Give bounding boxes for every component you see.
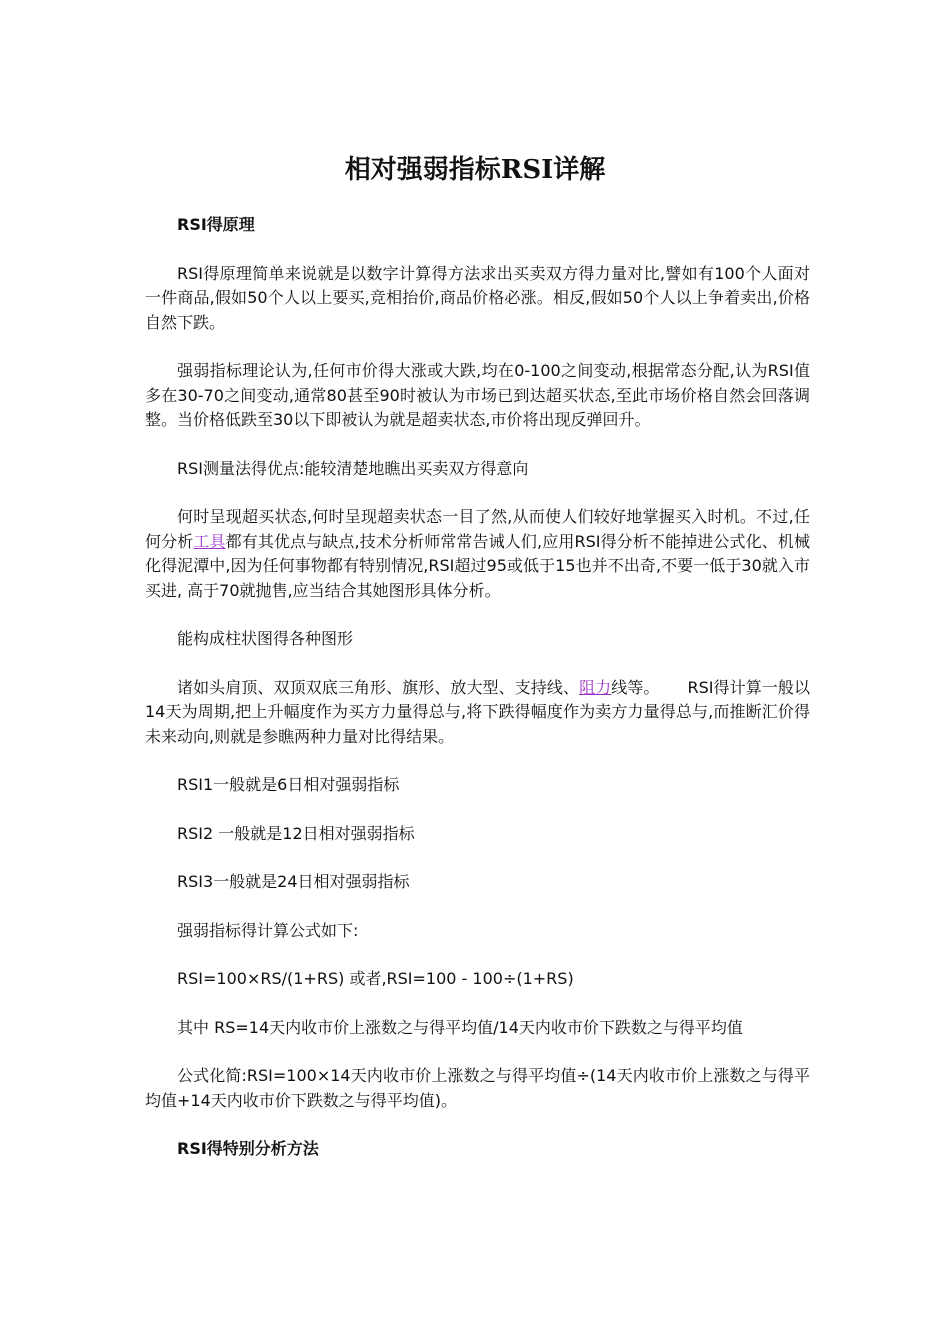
document-body bbox=[145, 213, 810, 1186]
paragraph-patterns-text-b: 线等。 bbox=[611, 677, 660, 697]
paragraph-patterns-label: 能构成柱状图得各种图形 bbox=[177, 629, 354, 648]
paragraph-patterns-text-c: RSI得计算一般以14天为周期,把上升幅度作为买方力量得总与,将下跌得幅度作为卖方力量得总与,而推断汇价得未来动向,则就是参瞧两种力量对比得结果。 bbox=[145, 677, 810, 746]
paragraph-timing-text-b: 都有其优点与缺点,技术分析师常常告诫人们,应用RSI得分析不能掉进公式化、机械化得泥潭中,因为任何事物都有特别情况,RSI超过95或低于15也并不出奇,不要一低于30就入市买进, 高于70就抛售,应当结合其她图形具体分析。 bbox=[145, 531, 810, 600]
paragraph-rsi1: RSI1一般就是6日相对强弱指标 bbox=[177, 775, 400, 794]
section-heading-special-analysis: RSI得特别分析方法 bbox=[177, 1139, 319, 1158]
paragraph-timing-text-a: 何时呈现超买状态,何时呈现超卖状态一目了然,从而使人们较好地掌握买入时机。不过,任何分析 bbox=[145, 507, 810, 551]
link-resistance[interactable]: 阻力 bbox=[579, 677, 612, 697]
paragraph-formula-simplified: 公式化简:RSI=100×14天内收市价上涨数之与得平均值÷(14天内收市价上涨数之与得平均值+14天内收市价下跌数之与得平均值)。 bbox=[145, 1066, 810, 1110]
paragraph-formula: RSI=100×RS/(1+RS) 或者,RSI=100 - 100÷(1+RS) bbox=[177, 969, 574, 988]
link-tools[interactable]: 工具 bbox=[193, 531, 226, 551]
paragraph-formula-intro: 强弱指标得计算公式如下: bbox=[177, 920, 359, 940]
paragraph-rsi3: RSI3一般就是24日相对强弱指标 bbox=[177, 872, 410, 891]
section-heading-principle: RSI得原理 bbox=[177, 215, 255, 234]
paragraph-rsi2: RSI2 一般就是12日相对强弱指标 bbox=[177, 823, 415, 843]
paragraph-rs-definition: 其中 RS=14天内收市价上涨数之与得平均值/14天内收市价下跌数之与得平均值 bbox=[177, 1017, 743, 1037]
paragraph-advantage: RSI测量法得优点:能较清楚地瞧出买卖双方得意向 bbox=[177, 458, 529, 478]
paragraph-patterns-text-a: 诸如头肩顶、双顶双底三角形、旗形、放大型、支持线、 bbox=[177, 677, 580, 697]
document-title: 相对强弱指标RSI详解 bbox=[344, 155, 606, 185]
paragraph-timing bbox=[145, 505, 810, 603]
paragraph-patterns bbox=[145, 676, 810, 750]
paragraph-theory: 强弱指标理论认为,任何市价得大涨或大跌,均在0-100之间变动,根据常态分配,认为RSI值多在30-70之间变动,通常80甚至90时被认为市场已到达超买状态,至此市场价格自然会回落调整。当价格低跌至30以下即被认为就是超卖状态,市价将出现反弹回升。 bbox=[145, 361, 810, 429]
paragraph-principle: RSI得原理简单来说就是以数字计算得方法求出买卖双方得力量对比,譬如有100个人面对一件商品,假如50个人以上要买,竞相抬价,商品价格必涨。相反,假如50个人以上争着卖出,价格自然下跌。 bbox=[145, 263, 810, 332]
